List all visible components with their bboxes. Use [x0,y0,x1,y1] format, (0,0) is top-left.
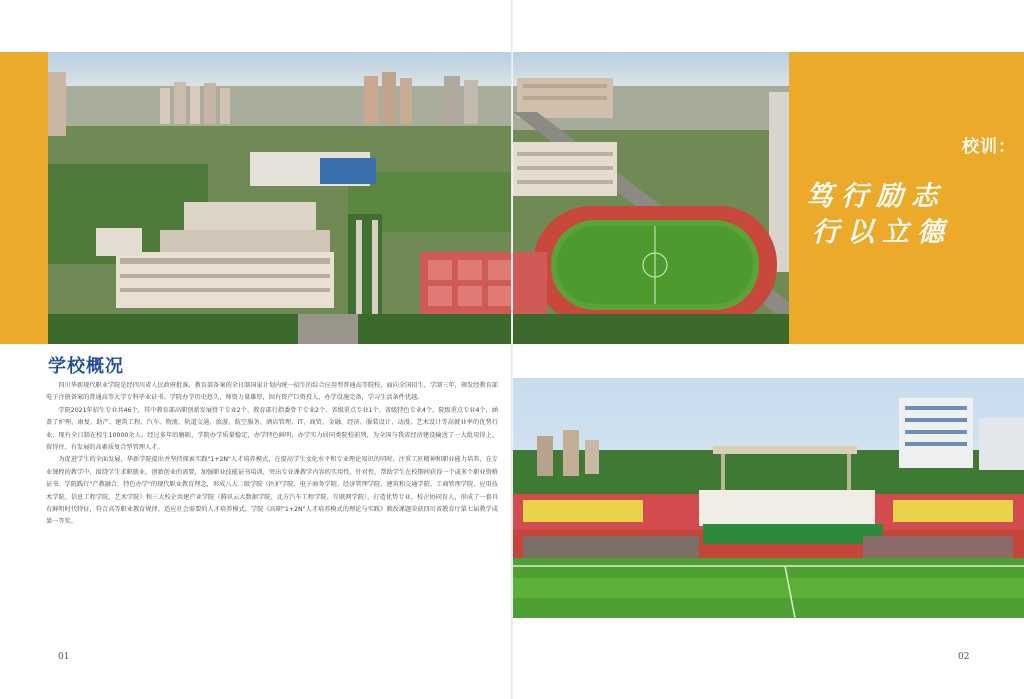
stadium-ceremony-photo [513,378,1024,618]
motto-label: 校训： [962,137,1016,157]
motto-line-1: 笃行励志 [806,181,946,212]
left-accent-band [0,52,48,344]
school-overview-text [46,380,498,529]
page-number-right: 02 [958,652,970,662]
section-heading: 学校概况 [48,356,124,377]
overview-paragraph: 为促进学生的全面发展，华新学院提出并坚持探索实践"1+2N"人才培养模式，在提高学生文化水平和专业理论知识的同时，注重工匠精神和职业能力培养，在专业课程的教学中，围绕学生求职就业，创新创业的需要，加强职业技能证书培训，突出专业课教学内容的实用性、针对性，帮助学生在校期间获得一个或多个职业资格证书。学院践行"产教融合，特色办学"的现代职业教育理念，形成八大二级学院（医护学院、电子商务学院、经济管理学院、建筑和交通学院、工商管理学院、应用技术学院、信息工程学院、艺术学院）和三大校企共建产业学院（腾讯云大数据学院、北方汽车工程学院、互联网学院），打造优势专业，校企协同育人，形成了一套具有鲜明时代特征，符合高等职业教育规律，适应社会需要的人才培养模式。学院《高职"1+2N"人才培养模式的理论与实践》教改课题荣获四川省教育厅第七届教学成果一等奖。 [46,456,498,526]
motto-line-2: 行以立德 [812,217,952,248]
aerial-campus-photo [48,52,511,344]
overview-paragraph: 学院2021年招生专业共46个，其中教育部高职创新发展骨干专业2个、教育部行指委骨干专业2个、省级重点专业1个、省级特色专业4个、院级重点专业4个，涵盖了护理、康复、助产、建筑工程、汽车、物流、轨道交通、旅游、航空服务、酒店管理、IT、商贸、金融、经济、服装设计、动漫、艺术设计等高就业率的优势行业，现有全日制在校生10000余人。经过多年的磨砺，学院办学质量稳定，办学特色鲜明，办学实力居同类院校前列，为全国与我省经济建设输送了一大批用得上、留得住、有发展的高素质复合型管理人才。 [46,406,498,452]
overview-paragraph: 四川华新现代职业学院是经四川省人民政府批准，教育部备案的全日制国家计划内统一招生的综合应用型普通高等院校，面向全国招生，学制三年，颁发经教育部电子注册备案的普通高等大学专科毕业证书。学院办学历史悠久，师资力量雄厚，固有资产巨资投入，办学设施完备，学习生活条件优越。 [46,382,498,402]
page-number-left: 01 [58,652,70,662]
aerial-campus-photo-continuation [513,52,789,344]
